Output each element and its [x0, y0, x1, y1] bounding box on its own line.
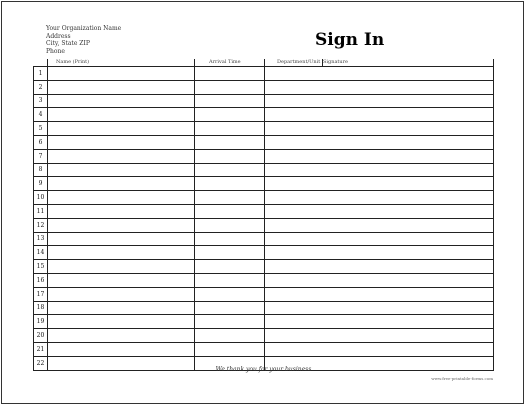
table-row: [34, 94, 494, 108]
department-cell[interactable]: [265, 94, 323, 108]
department-cell[interactable]: [265, 287, 323, 301]
name-cell[interactable]: [48, 80, 195, 94]
table-row: [34, 342, 494, 356]
department-cell[interactable]: [265, 177, 323, 191]
signature-cell[interactable]: [323, 329, 494, 343]
name-cell[interactable]: [48, 315, 195, 329]
table-row: [34, 315, 494, 329]
arrival-time-cell[interactable]: [195, 232, 265, 246]
signature-cell[interactable]: [323, 204, 494, 218]
department-cell[interactable]: [265, 67, 323, 81]
signature-cell[interactable]: [323, 122, 494, 136]
table-row: [34, 301, 494, 315]
signature-cell[interactable]: [323, 80, 494, 94]
department-cell[interactable]: [265, 122, 323, 136]
arrival-time-cell[interactable]: [195, 135, 265, 149]
arrival-time-cell[interactable]: [195, 260, 265, 274]
row-number: 19: [34, 315, 48, 329]
department-cell[interactable]: [265, 80, 323, 94]
department-cell[interactable]: [265, 204, 323, 218]
department-cell[interactable]: [265, 218, 323, 232]
department-cell[interactable]: [265, 135, 323, 149]
arrival-time-cell[interactable]: [195, 94, 265, 108]
name-cell[interactable]: [48, 287, 195, 301]
department-cell[interactable]: [265, 260, 323, 274]
name-cell[interactable]: [48, 135, 195, 149]
signature-cell[interactable]: [323, 315, 494, 329]
table-row: [34, 135, 494, 149]
header-number: [34, 59, 48, 67]
signature-cell[interactable]: [323, 177, 494, 191]
table-row: [34, 246, 494, 260]
signature-cell[interactable]: [323, 191, 494, 205]
table-row: [34, 218, 494, 232]
row-number: 10: [34, 191, 48, 205]
arrival-time-cell[interactable]: [195, 315, 265, 329]
signature-cell[interactable]: [323, 67, 494, 81]
sign-in-table: [33, 59, 494, 371]
table-row: [34, 260, 494, 274]
organization-phone: Phone: [46, 47, 65, 55]
arrival-time-cell[interactable]: [195, 67, 265, 81]
signature-cell[interactable]: [323, 246, 494, 260]
header-arrival-time: Arrival Time: [195, 59, 265, 67]
thank-you-note: We thank you for your business: [215, 366, 312, 373]
row-number: 1: [34, 67, 48, 81]
arrival-time-cell[interactable]: [195, 177, 265, 191]
arrival-time-cell[interactable]: [195, 204, 265, 218]
name-cell[interactable]: [48, 163, 195, 177]
department-cell[interactable]: [265, 273, 323, 287]
name-cell[interactable]: [48, 232, 195, 246]
table-row: [34, 108, 494, 122]
table-row: [34, 273, 494, 287]
name-cell[interactable]: [48, 94, 195, 108]
signature-cell[interactable]: [323, 273, 494, 287]
signature-cell[interactable]: [323, 135, 494, 149]
footer-credit: www.free-printable-forms.com: [431, 376, 493, 381]
department-cell[interactable]: [265, 246, 323, 260]
row-number: 7: [34, 149, 48, 163]
table-row: [34, 191, 494, 205]
department-cell[interactable]: [265, 108, 323, 122]
name-cell[interactable]: [48, 108, 195, 122]
table-row: [34, 163, 494, 177]
name-cell[interactable]: [48, 273, 195, 287]
table-row: [34, 177, 494, 191]
name-cell[interactable]: [48, 67, 195, 81]
row-number: 14: [34, 246, 48, 260]
row-number: 20: [34, 329, 48, 343]
arrival-time-cell[interactable]: [195, 246, 265, 260]
organization-name: Your Organization Name: [46, 25, 122, 32]
table-row: [34, 204, 494, 218]
row-number: 6: [34, 135, 48, 149]
name-cell[interactable]: [48, 122, 195, 136]
row-number: 4: [34, 108, 48, 122]
signature-cell[interactable]: [323, 149, 494, 163]
arrival-time-cell[interactable]: [195, 273, 265, 287]
name-cell[interactable]: [48, 329, 195, 343]
row-number: 15: [34, 260, 48, 274]
arrival-time-cell[interactable]: [195, 122, 265, 136]
row-number: 2: [34, 80, 48, 94]
arrival-time-cell[interactable]: [195, 301, 265, 315]
department-cell[interactable]: [265, 315, 323, 329]
row-number: 9: [34, 177, 48, 191]
page-title: Sign In: [315, 30, 385, 50]
department-cell[interactable]: [265, 232, 323, 246]
table-row: [34, 122, 494, 136]
organization-city-state-zip: City, State ZIP: [46, 40, 90, 47]
row-number: 16: [34, 273, 48, 287]
table-row: [34, 329, 494, 343]
table-row: [34, 67, 494, 81]
department-cell[interactable]: [265, 301, 323, 315]
table-row: [34, 80, 494, 94]
signature-cell[interactable]: [323, 301, 494, 315]
name-cell[interactable]: [48, 301, 195, 315]
arrival-time-cell[interactable]: [195, 218, 265, 232]
name-cell[interactable]: [48, 204, 195, 218]
name-cell[interactable]: [48, 177, 195, 191]
row-number: 17: [34, 287, 48, 301]
name-cell[interactable]: [48, 342, 195, 356]
department-cell[interactable]: [265, 149, 323, 163]
row-number: 11: [34, 204, 48, 218]
name-cell[interactable]: [48, 246, 195, 260]
department-cell[interactable]: [265, 163, 323, 177]
signature-cell[interactable]: [323, 218, 494, 232]
arrival-time-cell[interactable]: [195, 342, 265, 356]
header-department: Department/Unit: [265, 59, 323, 67]
row-number: 8: [34, 163, 48, 177]
row-number: 22: [34, 356, 48, 370]
header-name: Name (Print): [48, 59, 195, 67]
arrival-time-cell[interactable]: [195, 163, 265, 177]
table-header-row: [34, 59, 494, 67]
table-row: [34, 287, 494, 301]
department-cell[interactable]: [265, 342, 323, 356]
arrival-time-cell[interactable]: [195, 108, 265, 122]
row-number: 12: [34, 218, 48, 232]
signature-cell[interactable]: [323, 287, 494, 301]
row-number: 18: [34, 301, 48, 315]
signature-cell[interactable]: [323, 260, 494, 274]
signature-cell[interactable]: [323, 232, 494, 246]
header-signature: Signature: [323, 59, 494, 67]
row-number: 13: [34, 232, 48, 246]
signature-cell[interactable]: [323, 342, 494, 356]
organization-address: Address: [46, 32, 71, 40]
arrival-time-cell[interactable]: [195, 80, 265, 94]
table-row: [34, 149, 494, 163]
signature-cell[interactable]: [323, 94, 494, 108]
table-row: [34, 232, 494, 246]
department-cell[interactable]: [265, 191, 323, 205]
name-cell[interactable]: [48, 149, 195, 163]
signature-cell[interactable]: [323, 108, 494, 122]
name-cell[interactable]: [48, 191, 195, 205]
signature-cell[interactable]: [323, 163, 494, 177]
row-number: 5: [34, 122, 48, 136]
row-number: 21: [34, 342, 48, 356]
organization-block: [46, 25, 121, 55]
name-cell[interactable]: [48, 260, 195, 274]
arrival-time-cell[interactable]: [195, 191, 265, 205]
arrival-time-cell[interactable]: [195, 329, 265, 343]
name-cell[interactable]: [48, 218, 195, 232]
row-number: 3: [34, 94, 48, 108]
arrival-time-cell[interactable]: [195, 149, 265, 163]
arrival-time-cell[interactable]: [195, 287, 265, 301]
department-cell[interactable]: [265, 329, 323, 343]
